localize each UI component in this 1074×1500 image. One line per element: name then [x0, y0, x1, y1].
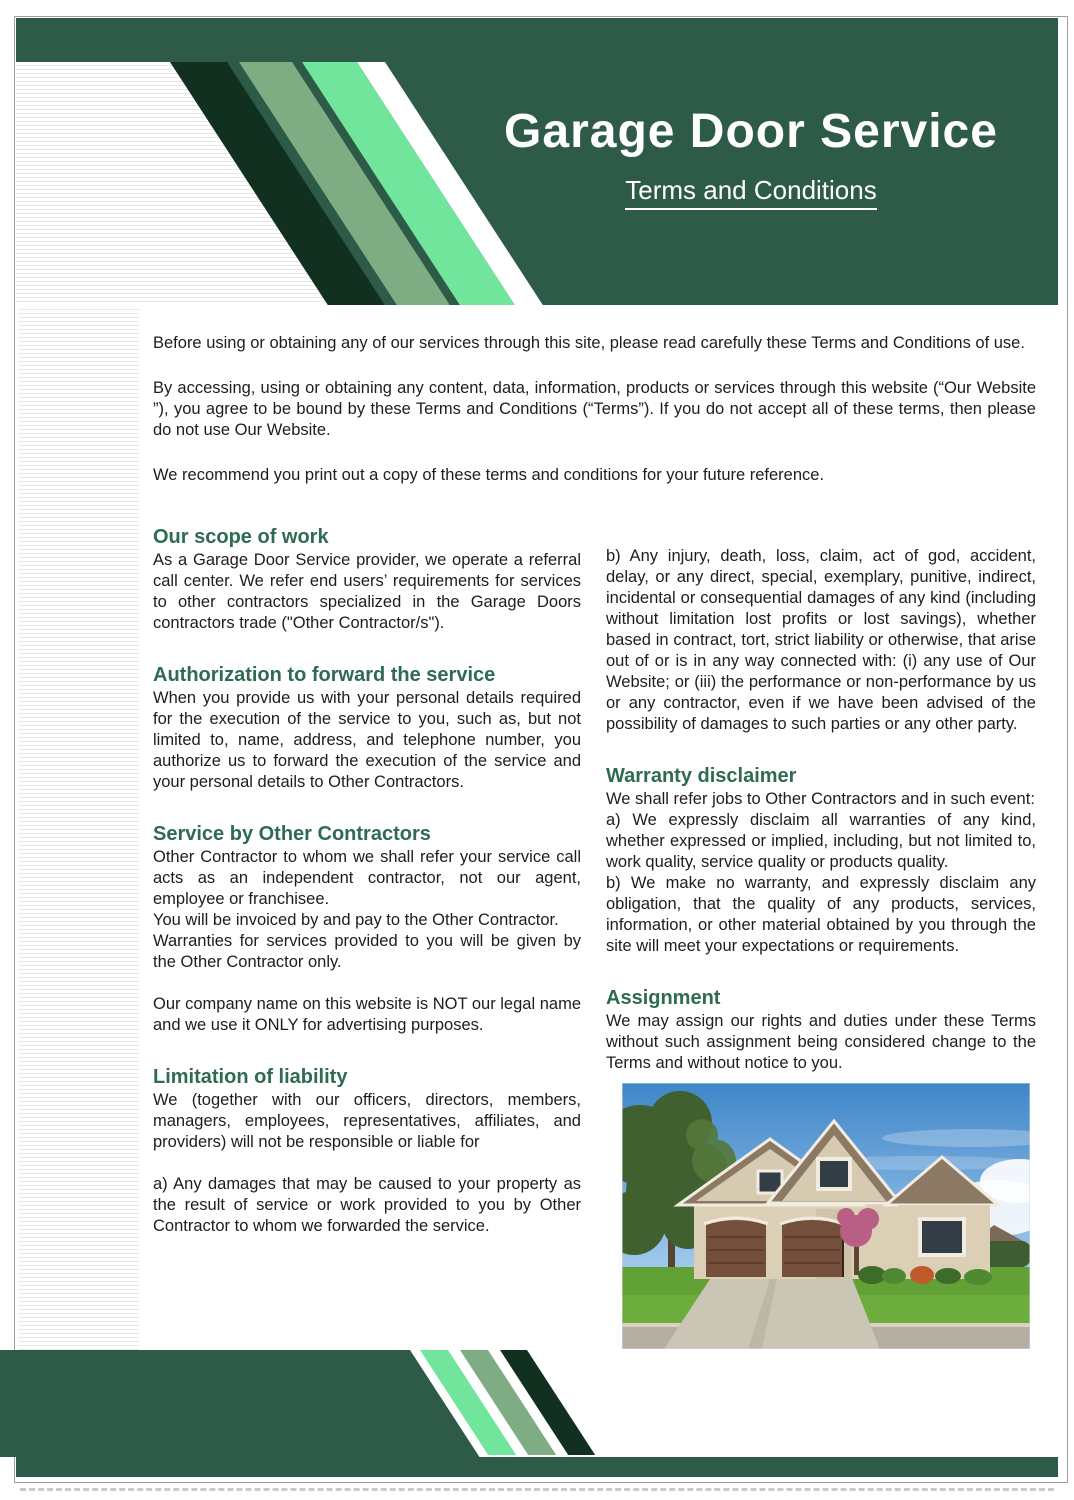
paragraph: We may assign our rights and duties under these Terms without such assignment being considered change to the Terms and without notice to you. [606, 1012, 1036, 1072]
section-heading: Service by Other Contractors [153, 823, 431, 845]
section-heading: Warranty disclaimer [606, 765, 797, 787]
section-heading: Our scope of work [153, 526, 329, 548]
paragraph-spacer [153, 973, 581, 994]
house-photo-svg [622, 1083, 1030, 1349]
paragraph: b) We make no warranty, and expressly disclaim any obligation, that the quality of any products, services, information, or other material obtained by you through the site will meet your expectations or requirements. [606, 874, 1036, 955]
paragraph: As a Garage Door Service provider, we operate a referral call center. We refer end users’ requirements for services to other contractors specialized in the Garage Doors contractors trade ("Other Contractor/s"). [153, 551, 581, 632]
paragraph: Other Contractor to whom we shall refer your service call acts as an independent contractor, not our agent, employee or franchisee. [153, 848, 581, 908]
intro-paragraphs [153, 333, 1036, 486]
intro-paragraph: By accessing, using or obtaining any content, data, information, products or services through this website (“Our Website ”), you agree to be bound by these Terms and Conditions (“Terms”). If you do not accept all of these terms, then please do not use Our Website. [153, 379, 1036, 439]
page-title: Garage Door Service [504, 105, 998, 158]
paragraph-spacer [153, 1153, 581, 1174]
paragraph: Our company name on this website is NOT our legal name and we use it ONLY for advertising purposes. [153, 995, 581, 1034]
terms-column-right [606, 524, 1036, 1349]
paragraph: We shall refer jobs to Other Contractors and in such event: [606, 790, 1035, 808]
paragraph: You will be invoiced by and pay to the Other Contractor. [153, 911, 559, 929]
terms-section [153, 662, 581, 793]
house-photo [622, 1083, 1030, 1349]
footer-green-block [0, 1350, 479, 1457]
footer-band [16, 1350, 1058, 1478]
paragraph: Warranties for services provided to you will be given by the Other Contractor only. [153, 932, 581, 971]
footer-bottom-strip [16, 1457, 1058, 1477]
page-subtitle: Terms and Conditions [625, 175, 876, 210]
section-heading: Authorization to forward the service [153, 664, 496, 686]
paragraph: b) Any injury, death, loss, claim, act of god, accident, delay, or any direct, special, exemplary, punitive, indirect, incidental or consequential damages of any kind (including without limitation lost profits or lost savings), whether based in contract, tort, strict liability or otherwise, that arise out of or is in any way connected with: (i) any use of Our Website; or (iii) the performance or non-performance by us or any contractor, even if we have been advised of the possibility of damages to such parties or any other party. [606, 547, 1036, 733]
terms-section [153, 1064, 581, 1237]
paragraph: When you provide us with your personal details required for the execution of the service to you, such as, but not limited to, name, address, and telephone number, you authorize us to forward the execution of the service and your personal details to Other Contractors. [153, 689, 581, 791]
terms-section [153, 821, 581, 1036]
bottom-dashed-divider [20, 1488, 1054, 1491]
header-band [16, 18, 1058, 305]
terms-column-left [153, 524, 581, 1237]
paragraph: a) Any damages that may be caused to your property as the result of service or work provided to you by Other Contractor to whom we forwarded the service. [153, 1175, 581, 1235]
section-heading: Assignment [606, 987, 721, 1009]
paragraph: We (together with our officers, directors, members, managers, employees, representatives, affiliates, and providers) will not be responsible or liable for [153, 1091, 581, 1151]
terms-section [606, 763, 1036, 957]
intro-paragraph: We recommend you print out a copy of these terms and conditions for your future reference. [153, 466, 825, 484]
left-margin-pinstripes [18, 306, 139, 1351]
terms-section [606, 546, 1036, 735]
document-page [14, 16, 1068, 1483]
intro-paragraph: Before using or obtaining any of our services through this site, please read carefully these Terms and Conditions of use. [153, 334, 1025, 352]
header-text-block [456, 106, 1046, 210]
paragraph: a) We expressly disclaim all warranties of any kind, whether expressed or implied, including, but not limited to, work quality, service quality or products quality. [606, 811, 1036, 871]
terms-section [153, 524, 581, 634]
section-heading: Limitation of liability [153, 1066, 348, 1088]
terms-section [606, 985, 1036, 1074]
